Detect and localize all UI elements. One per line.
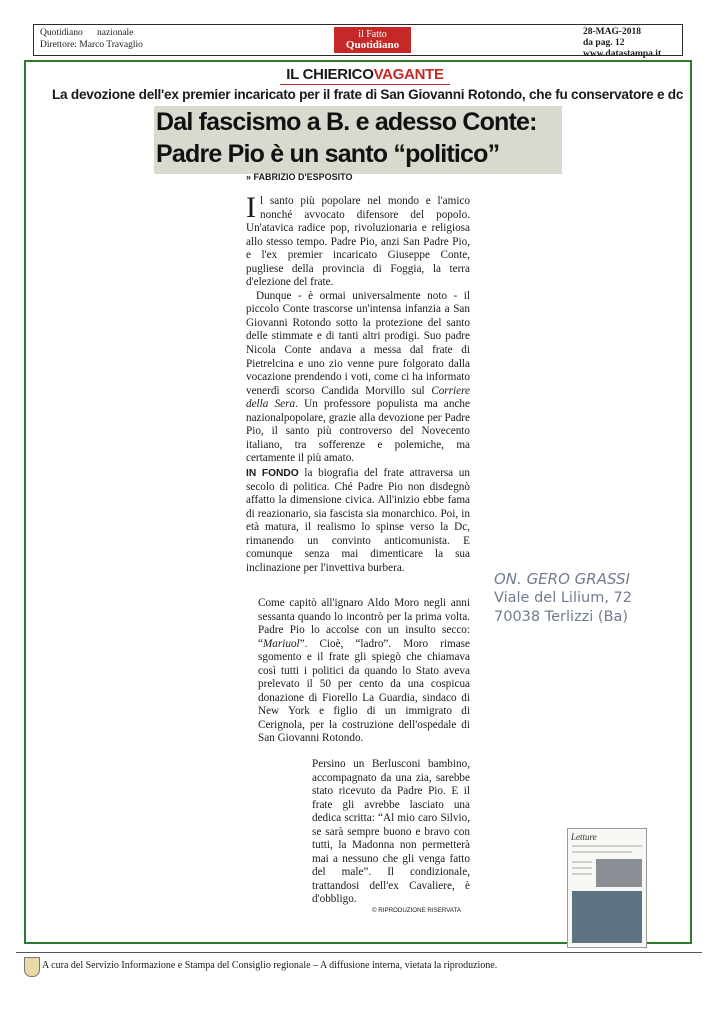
header-meta — [583, 27, 661, 60]
stamp-street: Viale del Lilium, 72 — [494, 590, 632, 606]
stamp-city: 70038 Terlizzi (Ba) — [494, 609, 629, 625]
byline: » FABRIZIO D'ESPOSITO — [246, 172, 353, 182]
article-body-bottom — [246, 467, 470, 575]
article-subhead: La devozione dell'ex premier incaricato per il frate di San Giovanni Rotondo, che fu conservatore e dc — [52, 87, 684, 102]
thumbnail-line — [572, 861, 592, 863]
newspaper-logo — [334, 27, 411, 53]
regional-crest-icon — [24, 957, 40, 977]
paragraph-4-text-a: Come capitò all'ignaro Aldo Moro negli anni sessanta quando lo incontrò per la prima volta. Padre Pio lo accolse con un insulto secco: “ — [258, 597, 470, 650]
thumbnail-image — [596, 859, 642, 887]
copyright-note: © RIPRODUZIONE RISERVATA — [372, 907, 462, 914]
logo-line1: il Fatto — [358, 29, 387, 40]
article-body-top — [246, 191, 470, 466]
paragraph-3-text: la biografia del frate attraversa un secolo di politica. Ché Padre Pio non disdegnò affatto la dimensione civica. All'inizio ebbe fama di reazionario, sia fascista sia monarchico. Poi, in età matura, il realismo lo spinse verso la Dc, rimanendo un convinto anticomunista. E comunque senza mai dimenticare la sua inclinazione per l'invettiva burbera. — [246, 467, 470, 574]
director: Direttore: Marco Travaglio — [40, 40, 143, 50]
paragraph-1 — [246, 191, 470, 290]
headline-line2: Padre Pio è un santo “politico” — [156, 140, 500, 168]
thumbnail-line — [572, 873, 592, 875]
thumbnail-title: Letture — [571, 832, 597, 842]
paragraph-4-italic: Mariuol — [262, 637, 300, 650]
section-kicker — [280, 66, 450, 85]
kicker-part1: IL CHIERICO — [286, 66, 374, 83]
paragraph-2 — [246, 290, 470, 466]
paragraph-1-text: l santo più popolare nel mondo e l'amico nonché avvocato difensore del popolo. Un'atavica radice pop, rivoluzionaria e religiosa allo stesso tempo. Padre Pio, anzi San Padre Pio, e l'ex premier incaricato Giuseppe Conte, pugliese della provincia di Foggia, la terra d'elezione del frate. — [246, 195, 470, 289]
paragraph-4 — [258, 597, 470, 746]
logo-line2: Quotidiano — [345, 39, 400, 51]
publication-type: Quotidiano nazionale — [40, 28, 134, 38]
paragraph-2-text-a: Dunque - è ormai universalmente noto - il piccolo Conte trascorse un'intensa infanzia a San Giovanni Rotondo sotto la protezione del santo delle stimmate e di tanti altri prodigi. Suo padre Nicola Conte andava a messa dal frate di Pietrelcina e uno zio venne pure folgorato dalla vocazione prendendo i voti, come ci ha informato venerdì scorso Candida Morvillo sul — [246, 289, 470, 397]
page-thumbnail — [567, 828, 647, 948]
paragraph-3 — [246, 467, 470, 575]
stamp-name: ON. GERO GRASSI — [494, 570, 630, 588]
paragraph-3-lead: IN FONDO — [246, 468, 299, 479]
thumbnail-photo — [572, 891, 642, 943]
kicker-part2: VAGANTE — [373, 66, 444, 83]
paragraph-4-text-b: ”. Cioè, “ladro”. Moro rimase sgomento e il frate gli spiegò che chiamava così tutti i politici da quando lo Stato aveva prelevato il 50 per cento da una cospicua donazione di Fiorello La Guardia, sindaco di New York e figlio di un immigrato di Cerignola, per la costruzione dell'ospedale di San Giovanni Rotondo. — [258, 637, 470, 745]
article-headline — [156, 106, 566, 170]
address-stamp — [494, 570, 632, 627]
paragraph-2-text-b: . Un professore populista ma anche nazionalpopolare, grazie alla devozione per Padre Pio, il santo più controverso del Novecento italiano, tra sofferenze e polemiche, ma certamente il più amato. — [246, 398, 470, 465]
header-publication — [40, 27, 143, 51]
source-site: www.datastampa.it — [583, 49, 662, 59]
headline-line1: Dal fascismo a B. e adesso Conte: — [156, 108, 537, 136]
footer-note: A cura del Servizio Informazione e Stampa del Consiglio regionale – A diffusione interna, vietata la riproduzione. — [42, 960, 498, 971]
paragraph-5: Persino un Berlusconi bambino, accompagnato da una zia, sarebbe stato ricevuto da Padre Pio. E il frate gli avrebbe lasciato una dedica scritta: “Al mio caro Silvio, se sarà sempre buono e bravo con tutti, la Madonna non permetterà mai a nessuno che gli venga fatto del male”. Il condizionale, trattandosi dell'ex Cavaliere, è d'obbligo. — [312, 758, 470, 906]
issue-date: 28-MAG-2018 — [583, 27, 642, 37]
footer-divider — [16, 952, 702, 953]
paragraph-2-italic: Corriere della Sera — [246, 384, 470, 411]
thumbnail-line — [572, 851, 632, 853]
drop-cap: I — [246, 191, 256, 224]
thumbnail-line — [572, 845, 642, 847]
page-ref: da pag. 12 — [583, 38, 625, 48]
thumbnail-line — [572, 867, 592, 869]
